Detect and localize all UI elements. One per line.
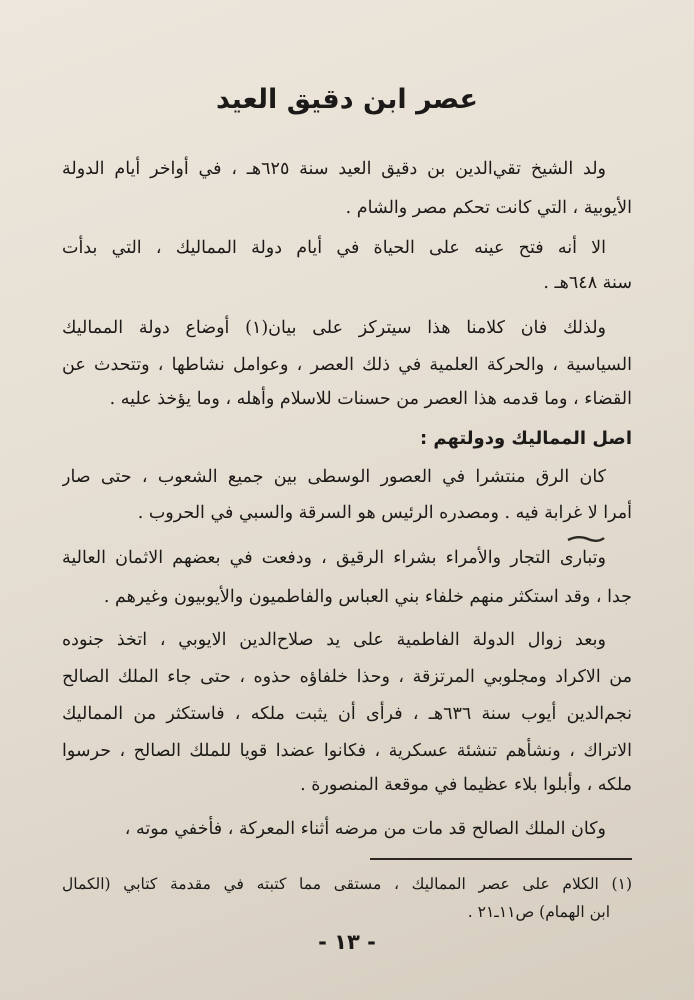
section-paragraph-3-line-4: الاتراك ، ونشأهم تنشئة عسكرية ، فكانوا عضدا قويا للملك الصالح ، حرسوا [62, 741, 632, 761]
section-paragraph-3-line-5: ملكه ، وأبلوا بلاء عظيما في موقعة المنصورة . [300, 775, 632, 795]
paragraph-1-line-2: الأيوبية ، التي كانت تحكم مصر والشام . [345, 198, 632, 218]
section-paragraph-1-line-2: أمرا لا غرابة فيه . ومصدره الرئيس هو السرقة والسبي في الحروب . [137, 503, 632, 523]
section-paragraph-3-line-2: من الاكراد ومجلوبي المرتزقة ، وحذا خلفاؤه حذوه ، حتى جاء الملك الصالح [62, 667, 632, 687]
paragraph-2-line-1: الا أنه فتح عينه على الحياة في أيام دولة المماليك ، التي بدأت [62, 238, 606, 258]
section-paragraph-2-line-1: وتبارى التجار والأمراء بشراء الرقيق ، ودفعت في بعضهم الاثمان العالية [62, 548, 606, 568]
footnote-line-1: (١) الكلام على عصر المماليك ، مستقى مما كتبته في مقدمة كتابي (الكمال [62, 875, 632, 893]
chapter-title: عصر ابن دقيق العيد [216, 84, 478, 115]
section-paragraph-1-line-1: كان الرق منتشرا في العصور الوسطى بين جميع الشعوب ، حتى صار [62, 467, 606, 487]
section-paragraph-2-line-2: جدا ، وقد استكثر منهم خلفاء بني العباس والفاطميون والأيوبيون وغيرهم . [103, 587, 632, 607]
section-paragraph-3-line-1: وبعد زوال الدولة الفاطمية على يد صلاح‌الدين الايوبي ، اتخذ جنوده [62, 630, 606, 650]
section-paragraph-3-line-3: نجم‌الدين أيوب سنة ٦٣٦هـ ، فرأى أن يثبت ملكه ، فاستكثر من المماليك [62, 704, 632, 724]
page-number: - ١٣ - [318, 930, 376, 954]
paragraph-3-line-2: السياسية ، والحركة العلمية في ذلك العصر ، وعوامل نشاطها ، وتتحدث عن [62, 355, 632, 375]
footnote-separator [370, 858, 632, 860]
paragraph-1-line-1: ولد الشيخ تقي‌الدين بن دقيق العيد سنة ٦٢٥هـ ، في أواخر أيام الدولة [62, 159, 606, 179]
paragraph-2-line-2: سنة ٦٤٨هـ . [543, 273, 632, 293]
paragraph-3-line-1: ولذلك فان كلامنا هذا سيتركز على بيان(١) أوضاع دولة المماليك [62, 318, 606, 338]
section-paragraph-4-line-1: وكان الملك الصالح قد مات من مرضه أثناء المعركة ، فأخفي موته ، [124, 819, 606, 839]
paragraph-3-line-3: القضاء ، وما قدمه هذا العصر من حسنات للاسلام وأهله ، وما يؤخذ عليه . [109, 389, 632, 409]
footnote-line-2: ابن الهمام) ص١١ـ٢١ . [467, 903, 610, 921]
section-heading: اصل المماليك ودولتهم : [419, 428, 632, 449]
